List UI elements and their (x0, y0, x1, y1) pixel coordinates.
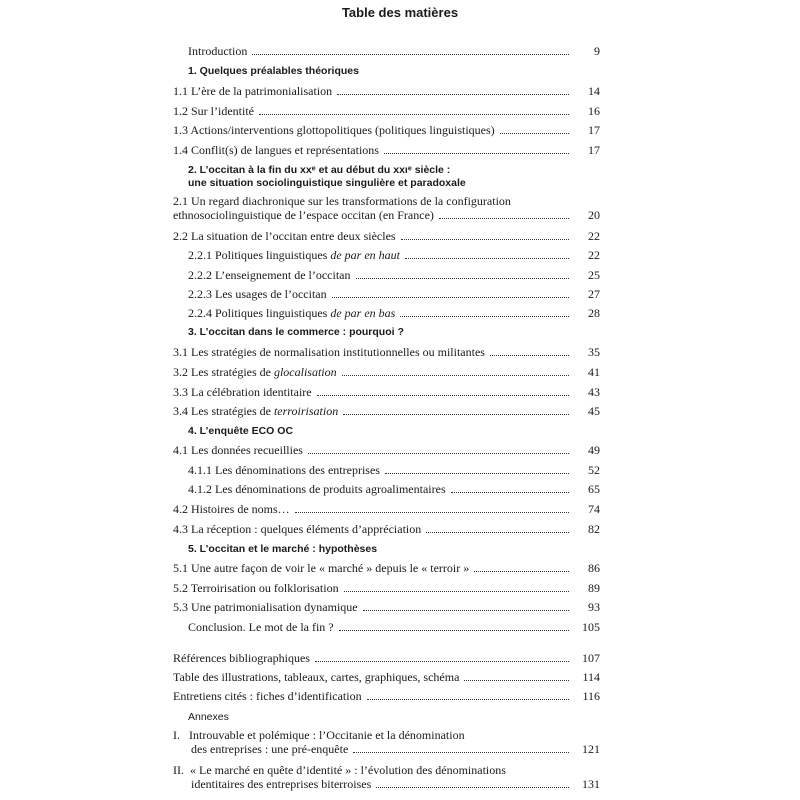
entry-title: ethnosociolinguistique de l’espace occitan (en France) (173, 208, 434, 222)
entry-title: 1.4 Conflit(s) de langues et représentations (173, 143, 379, 157)
toc-entry (173, 345, 600, 359)
page-number: 131 (582, 777, 600, 791)
dot-leader (353, 752, 569, 753)
dot-leader (363, 610, 569, 611)
dot-leader (490, 355, 569, 356)
toc-entry (188, 44, 600, 58)
dot-leader (500, 133, 569, 134)
page-number: 22 (588, 229, 600, 243)
dot-leader (384, 153, 569, 154)
toc-entry (173, 123, 600, 137)
entry-title: 2.2.1 Politiques linguistiques de par en haut (188, 248, 400, 262)
entry-title-emphasis: terroirisation (273, 404, 339, 418)
section-heading (188, 164, 466, 189)
dot-leader (439, 218, 569, 219)
dot-leader (356, 278, 569, 279)
page-number: 105 (582, 620, 600, 634)
entry-title: 1.2 Sur l’identité (173, 104, 254, 118)
entry-title: 3.2 Les stratégies de glocalisation (173, 365, 337, 379)
toc-entry (188, 463, 600, 477)
entry-title: 5.1 Une autre façon de voir le « marché » depuis le « terroir » (173, 561, 470, 575)
page-number: 86 (588, 561, 600, 575)
toc-entry (188, 482, 600, 496)
toc-entry (188, 268, 600, 282)
toc-entry (173, 600, 600, 614)
entry-title: 3.4 Les stratégies de terroirisation (173, 404, 339, 418)
entry-title: 4.1.2 Les dénominations de produits agroalimentaires (188, 482, 446, 496)
page-number: 25 (588, 268, 600, 282)
toc-entry (173, 404, 600, 418)
toc-entry (188, 306, 600, 320)
entry-title: 5.3 Une patrimonialisation dynamique (173, 600, 358, 614)
entry-title: II. « Le marché en quête d’identité » : l’évolution des dénominations (173, 763, 506, 777)
page-number: 35 (588, 345, 600, 359)
toc-entry (173, 522, 600, 536)
toc-entry (173, 689, 600, 703)
toc-entry (173, 143, 600, 157)
entry-title: 3.1 Les stratégies de normalisation institutionnelles ou militantes (173, 345, 485, 359)
entry-title: 2.2.2 L’enseignement de l’occitan (188, 268, 351, 282)
entry-title-emphasis: glocalisation (273, 365, 337, 379)
toc-entry (173, 194, 600, 222)
dot-leader (474, 571, 569, 572)
toc-entry (173, 229, 600, 243)
page-number: 45 (588, 404, 600, 418)
dot-leader (405, 258, 569, 259)
entry-title: 4.3 La réception : quelques éléments d’appréciation (173, 522, 422, 536)
page-number: 121 (582, 742, 600, 756)
toc-entry (173, 670, 600, 684)
entry-title: 1.1 L’ère de la patrimonialisation (173, 84, 333, 98)
entry-title: identitaires des entreprises biterroises (173, 777, 372, 791)
page-number: 27 (588, 287, 600, 301)
entry-title: 2.2.4 Politiques linguistiques de par en bas (188, 306, 396, 320)
toc-entry (173, 385, 600, 399)
entry-title: 3.3 La célébration identitaire (173, 385, 312, 399)
toc-entry (173, 443, 600, 457)
page-number: 116 (582, 689, 600, 703)
page-number: 89 (588, 581, 600, 595)
dot-leader (464, 680, 569, 681)
section-heading: 3. L’occitan dans le commerce : pourquoi ? (188, 326, 404, 338)
entry-title: des entreprises : une pré-enquête (173, 742, 349, 756)
page-number: 52 (588, 463, 600, 477)
section-heading-line: 2. L’occitan à la fin du xxᵉ et au début du xxıᵉ siècle : (188, 164, 451, 176)
toc-entry (173, 365, 600, 379)
entry-title: Introduction (188, 44, 248, 58)
entry-title: 4.1 Les données recueillies (173, 443, 303, 457)
dot-leader (344, 591, 569, 592)
dot-leader (400, 316, 569, 317)
dot-leader (367, 699, 569, 700)
dot-leader (337, 94, 569, 95)
dot-leader (342, 375, 569, 376)
dot-leader (317, 395, 569, 396)
dot-leader (259, 114, 569, 115)
dot-leader (376, 787, 569, 788)
page-number: 9 (594, 44, 600, 58)
entry-title: 4.1.1 Les dénominations des entreprises (188, 463, 380, 477)
entry-title: 2.2.3 Les usages de l’occitan (188, 287, 327, 301)
dot-leader (343, 414, 569, 415)
toc-entry (188, 620, 600, 634)
entry-title: 5.2 Terroirisation ou folklorisation (173, 581, 339, 595)
section-heading-line: une situation sociolinguistique singulière et paradoxale (188, 176, 466, 189)
toc-entry (173, 561, 600, 575)
page-number: 41 (588, 365, 600, 379)
entry-title: 2.2 La situation de l’occitan entre deux siècles (173, 229, 396, 243)
dot-leader (295, 512, 569, 513)
dot-leader (385, 473, 569, 474)
section-heading: 4. L’enquête ECO OC (188, 425, 294, 437)
page-number: 22 (588, 248, 600, 262)
page-title: Table des matières (341, 5, 459, 20)
page-number: 65 (588, 482, 600, 496)
page-number: 20 (588, 208, 600, 222)
dot-leader (451, 492, 569, 493)
dot-leader (426, 532, 569, 533)
toc-entry (173, 581, 600, 595)
page-number: 74 (588, 502, 600, 516)
page-number: 43 (588, 385, 600, 399)
dot-leader (252, 54, 569, 55)
entry-title: Entretiens cités : fiches d’identification (173, 689, 362, 703)
dot-leader (339, 630, 569, 631)
entry-title-emphasis: de par en haut (330, 248, 400, 262)
dot-leader (308, 453, 569, 454)
page-number: 14 (588, 84, 600, 98)
annex-label: Annexes (188, 711, 229, 723)
page-number: 82 (588, 522, 600, 536)
toc-entry (173, 104, 600, 118)
dot-leader (332, 297, 569, 298)
entry-title: 2.1 Un regard diachronique sur les transformations de la configuration (173, 194, 511, 208)
toc-entry (188, 248, 600, 262)
entry-title: 1.3 Actions/interventions glottopolitiques (politiques linguistiques) (173, 123, 495, 137)
toc-entry (188, 287, 600, 301)
page-number: 107 (582, 651, 600, 665)
section-heading: 5. L’occitan et le marché : hypothèses (188, 543, 378, 555)
entry-title: 4.2 Histoires de noms… (173, 502, 290, 516)
toc-entry (173, 728, 600, 756)
entry-title: I. Introuvable et polémique : l’Occitanie et la dénomination (173, 728, 465, 742)
page-number: 28 (588, 306, 600, 320)
toc-entry (173, 763, 600, 791)
dot-leader (401, 239, 569, 240)
dot-leader (315, 661, 569, 662)
page-number: 17 (588, 123, 600, 137)
entry-title: Table des illustrations, tableaux, cartes, graphiques, schéma (173, 670, 460, 684)
toc-entry (173, 502, 600, 516)
entry-title: Références bibliographiques (173, 651, 310, 665)
section-heading: 1. Quelques préalables théoriques (188, 65, 359, 77)
toc-entry (173, 84, 600, 98)
entry-title: Conclusion. Le mot de la fin ? (188, 620, 334, 634)
toc-entry (173, 651, 600, 665)
entry-title-emphasis: de par en bas (330, 306, 396, 320)
page-number: 114 (582, 670, 600, 684)
page-number: 16 (588, 104, 600, 118)
page-number: 49 (588, 443, 600, 457)
page-number: 93 (588, 600, 600, 614)
page-number: 17 (588, 143, 600, 157)
